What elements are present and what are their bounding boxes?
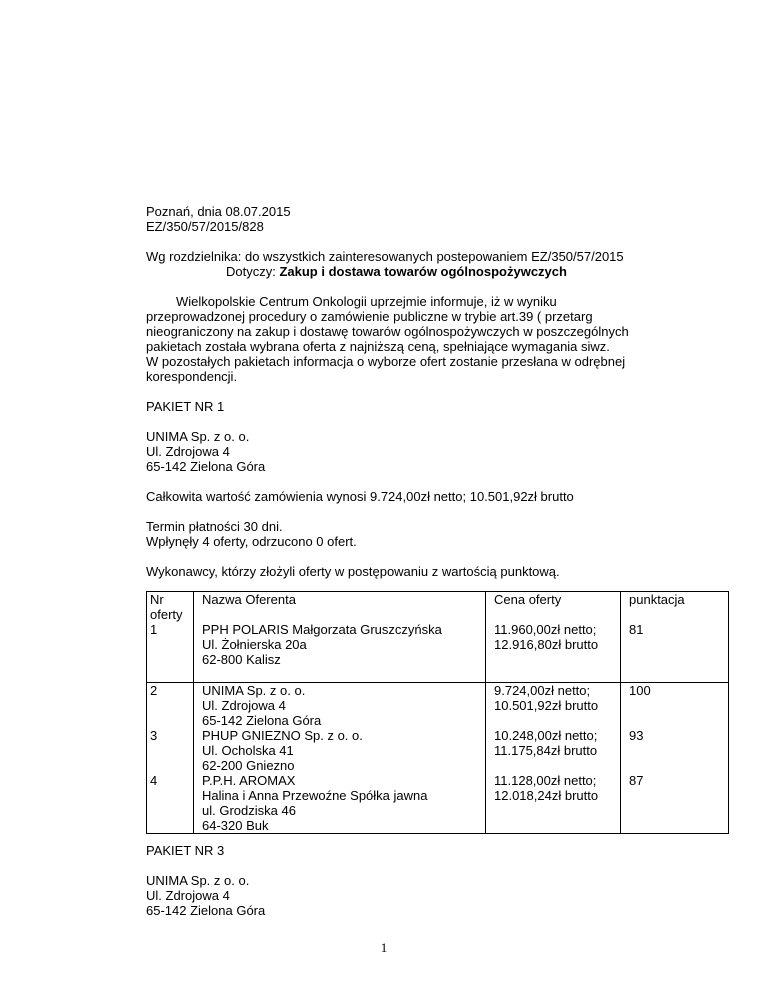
row-4-price: 11.128,00zł netto;: [494, 773, 597, 788]
package-3-title: PAKIET NR 3: [146, 843, 225, 858]
package-3-winner-city: 65-142 Zielona Góra: [146, 903, 266, 918]
page-number: 1: [380, 940, 388, 955]
row-2-score: 100: [629, 683, 651, 698]
intro-paragraph: Wielkopolskie Centrum Onkologii uprzejmie informuje, iż w wyniku przeprowadzonej procedury o zamówienie publiczne w trybie art.39 ( przetarg nieograniczony na zakup i dostawę towarów ogólnospożywczych w poszczególnych pakietach została wybrana oferta z najniższą ceną, spełniające wymagania siwz. W pozostałych pakietach informacja o wyborze ofert zostanie przesłana w odrębnej korespondencji.: [146, 294, 629, 384]
package-1-winner-street: Ul. Zdrojowa 4: [146, 444, 230, 459]
row-2-price: 9.724,00zł netto;: [494, 683, 591, 698]
row-2-nr: 2: [150, 683, 158, 698]
package-3-winner-street: Ul. Zdrojowa 4: [146, 888, 230, 903]
table-header-row: [147, 592, 729, 683]
row-1-price: 11.960,00zł netto;: [494, 622, 597, 637]
header-nr: Nr oferty 1: [147, 592, 194, 683]
package-1-total-value: Całkowita wartość zamówienia wynosi 9.724,00zł netto; 10.501,92zł brutto: [146, 489, 574, 504]
row-1-name: PPH POLARIS Małgorzata Gruszczyńska: [202, 622, 442, 637]
package-1-winner-name: UNIMA Sp. z o. o.: [146, 429, 250, 444]
row-2-name: UNIMA Sp. z o. o.: [202, 683, 306, 698]
row-3-price: 10.248,00zł netto;: [494, 728, 598, 743]
row-3-name: PHUP GNIEZNO Sp. z o. o.: [202, 728, 363, 743]
row-4-nr: 4: [150, 773, 158, 788]
offers-info: Wpłynęły 4 oferty, odrzucono 0 ofert.: [146, 534, 357, 549]
recipients-line: Wg rozdzielnika: do wszystkich zainteresowanych postepowaniem EZ/350/57/2015: [146, 249, 624, 264]
offers-table: [146, 591, 729, 834]
place-date: Poznań, dnia 08.07.2015: [146, 204, 291, 219]
row-1-nr: 1: [150, 622, 158, 637]
row-4-score: 87: [629, 773, 644, 788]
package-1-title: PAKIET NR 1: [146, 399, 225, 414]
reference-number: EZ/350/57/2015/828: [146, 219, 264, 234]
row-4-name: P.P.H. AROMAX: [202, 773, 296, 788]
row-3-nr: 3: [150, 728, 158, 743]
row-3-score: 93: [629, 728, 644, 743]
table-intro: Wykonawcy, którzy złożyli oferty w postępowaniu z wartością punktową.: [146, 564, 560, 579]
subject-line: Dotyczy: Zakup i dostawa towarów ogólnospożywczych: [226, 264, 567, 279]
table-row: 2 3 4 UNIMA Sp. z o. o. Ul. Zdrojowa 4 65-142 Zielona Góra PHUP GNIEZNO Sp. z o. o. Ul. Ocholska 41 62-200 Gniezno P.P.H. AROMAX Halina i Anna Przewoźne Spółka jawna ul. Grodziska 46 64-320 Buk 9.724,00zł netto; 10.501,92zł brutto 10.248,00zł netto; 11.175,84zł brutto 11.128,00zł netto; 12.018,24zł brutto 100 93 87: [147, 683, 729, 834]
payment-term: Termin płatności 30 dni.: [146, 519, 283, 534]
package-1-winner-city: 65-142 Zielona Góra: [146, 459, 266, 474]
package-3-winner-name: UNIMA Sp. z o. o.: [146, 873, 250, 888]
row-1-score: 81: [629, 622, 644, 637]
header-price: Cena oferty 11.960,00zł netto; 12.916,80zł brutto: [486, 592, 621, 683]
subject-title: Zakup i dostawa towarów ogólnospożywczych: [279, 264, 567, 279]
header-name: Nazwa Oferenta PPH POLARIS Małgorzata Gruszczyńska Ul. Żołnierska 20a 62-800 Kalisz: [194, 592, 486, 683]
header-score: punktacja 81: [621, 592, 729, 683]
